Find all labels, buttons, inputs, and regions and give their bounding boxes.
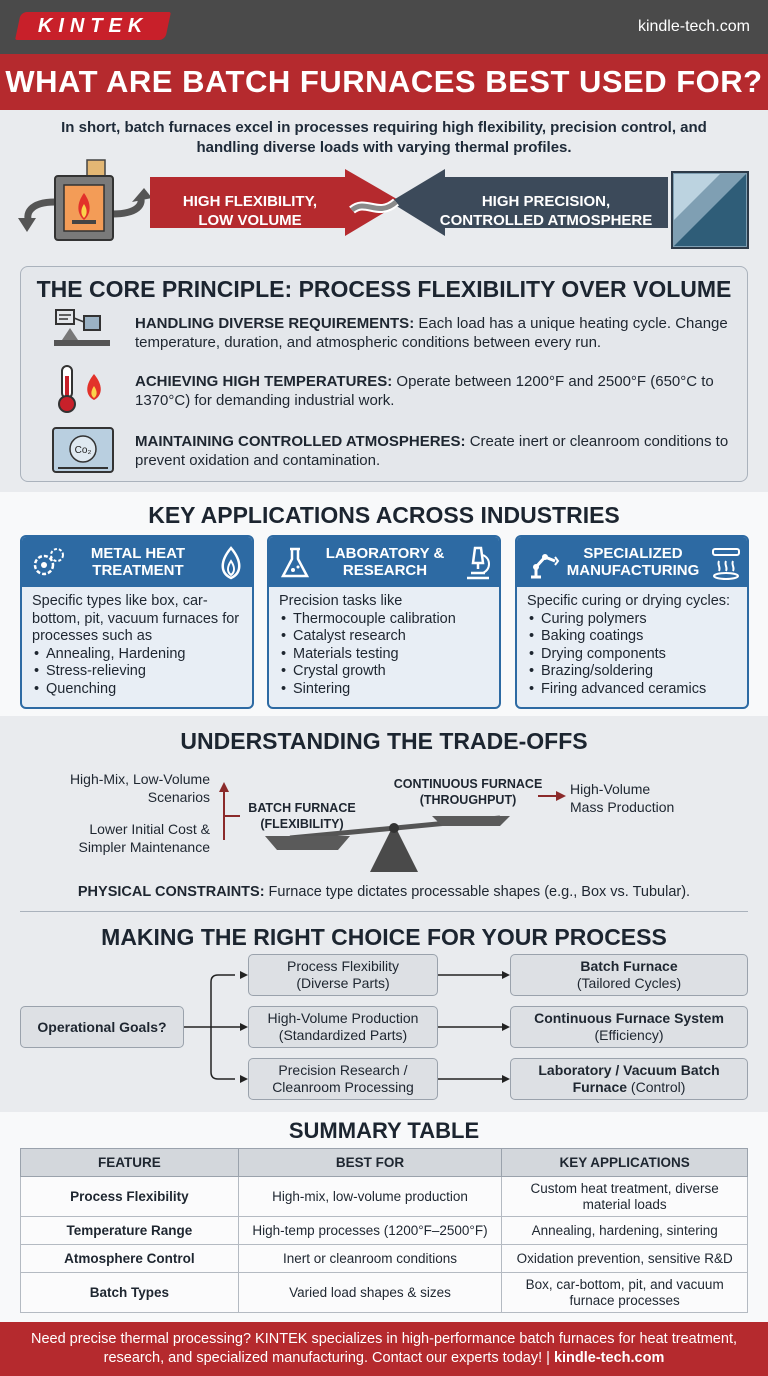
label-line: CONTINUOUS FURNACE: [393, 777, 543, 791]
core-row-diverse: [135, 314, 735, 352]
decision-result-continuous: [510, 1006, 748, 1048]
list-item: • Thermocouple calibration: [279, 611, 489, 629]
intro-text: In short, batch furnaces excel in processes requiring high flexibility, precision control, and handling diverse loads with varying thermal profiles.: [61, 119, 707, 156]
decision-result-laboratory: [510, 1058, 748, 1100]
card-title: METAL HEAT TREATMENT: [90, 545, 186, 579]
hero-right-label: [430, 192, 662, 230]
table-row: [21, 1217, 748, 1245]
up-arrow-icon: [219, 782, 229, 792]
table-cell: Atmosphere Control: [21, 1245, 239, 1273]
heater-icon: [709, 545, 743, 581]
core-row-heading: ACHIEVING HIGH TEMPERATURES:: [135, 373, 393, 390]
list-item: • Stress-relieving: [32, 663, 242, 681]
card-header: [22, 537, 252, 587]
label-line: High-Volume: [570, 781, 651, 797]
box-line: (Control): [627, 1079, 686, 1095]
box-line: Batch Furnace: [580, 958, 678, 974]
footer-link[interactable]: kindle-tech.com: [553, 1350, 665, 1366]
physical-constraints: [0, 884, 768, 900]
card-title: SPECIALIZED MANUFACTURING: [566, 545, 700, 579]
list-item: • Quenching: [32, 681, 242, 699]
card-intro: Specific curing or drying cycles:: [527, 593, 731, 609]
card-laboratory-research: [267, 535, 501, 709]
hero-left-line2: LOW VOLUME: [198, 212, 302, 229]
column-header: BEST FOR: [238, 1149, 502, 1177]
label-line: Mass Production: [570, 799, 675, 815]
table-cell: Oxidation prevention, sensitive R&D: [502, 1245, 748, 1273]
box-line: Continuous Furnace System: [534, 1010, 724, 1026]
table-cell: Box, car-bottom, pit, and vacuum furnace processes: [502, 1273, 748, 1313]
label-line: High-Mix, Low-Volume: [69, 771, 210, 787]
list-item: • Brazing/soldering: [527, 663, 737, 681]
table-cell: High-mix, low-volume production: [238, 1177, 502, 1217]
core-row-heading: HANDLING DIVERSE REQUIREMENTS:: [135, 315, 415, 332]
summary-table: [20, 1148, 748, 1313]
core-icons: [50, 306, 120, 476]
table-cell: High-temp processes (1200°F–2500°F): [238, 1217, 502, 1245]
balance-scale-graphic: [210, 776, 570, 880]
table-cell: Inert or cleanroom conditions: [238, 1245, 502, 1273]
divider: [20, 911, 748, 912]
footer-text: Need precise thermal processing? KINTEK specializes in high-performance batch furnaces for heat treatment, research, and specialized manufacturing. Contact our experts today! |: [30, 1331, 737, 1366]
summary-title: SUMMARY TABLE: [288, 1118, 480, 1143]
box-line: Laboratory / Vacuum Batch: [538, 1062, 720, 1078]
card-header: [517, 537, 747, 587]
key-applications-title: KEY APPLICATIONS ACROSS INDUSTRIES: [148, 502, 620, 528]
list-item: • Crystal growth: [279, 663, 489, 681]
flask-icon: [277, 545, 313, 581]
list-item: • Drying components: [527, 646, 737, 664]
card-intro: Precision tasks like: [279, 593, 403, 609]
hero-right-line2: CONTROLLED ATMOSPHERE: [439, 212, 653, 229]
box-line: (Tailored Cycles): [576, 975, 682, 991]
list-item: • Firing advanced ceramics: [527, 681, 737, 699]
list-item: • Baking coatings: [527, 628, 737, 646]
box-line: (Diverse Parts): [296, 975, 390, 991]
label-line: Scenarios: [147, 789, 210, 805]
label-high-volume: [570, 780, 750, 816]
core-row-temperature: [135, 372, 735, 410]
box-line: (Standardized Parts): [278, 1027, 408, 1043]
right-arrow-icon: [556, 791, 566, 801]
flame-icon: [214, 545, 248, 581]
table-cell: Process Flexibility: [21, 1177, 239, 1217]
label-line: Lower Initial Cost &: [89, 821, 210, 837]
list-item: • Curing polymers: [527, 611, 737, 629]
card-metal-heat-treatment: [20, 535, 254, 709]
box-line: High-Volume Production: [267, 1010, 419, 1026]
kintek-logo[interactable]: [15, 12, 171, 40]
card-intro: Specific types like box, car-bottom, pit, vacuum furnaces for processes such as: [32, 593, 240, 644]
list-item: • Sintering: [279, 681, 489, 699]
hero-right-line1: HIGH PRECISION,: [481, 193, 611, 210]
box-line: Cleanroom Processing: [272, 1079, 414, 1095]
tradeoffs-title: UNDERSTANDING THE TRADE-OFFS: [180, 728, 588, 754]
gears-icon: [30, 545, 66, 581]
column-header: KEY APPLICATIONS: [502, 1149, 748, 1177]
list-item: • Catalyst research: [279, 628, 489, 646]
box-line: (Efficiency): [594, 1027, 664, 1043]
list-item: • Materials testing: [279, 646, 489, 664]
decision-option-flexibility: [248, 954, 438, 996]
card-specialized-manufacturing: [515, 535, 749, 709]
label-line: (THROUGHPUT): [419, 793, 517, 807]
card-title: LABORATORY & RESEARCH: [325, 545, 445, 579]
co2-icon-label: Co₂: [74, 445, 92, 456]
label-line: BATCH FURNACE: [248, 801, 356, 815]
thermometer-icon: [59, 366, 101, 412]
label-lower-cost: [20, 820, 210, 856]
page-title: WHAT ARE BATCH FURNACES BEST USED FOR?: [5, 64, 763, 99]
constraint-text: Furnace type dictates processable shapes (e.g., Box vs. Tubular).: [264, 884, 691, 900]
column-header: FEATURE: [21, 1149, 239, 1177]
constraint-heading: PHYSICAL CONSTRAINTS:: [77, 884, 265, 900]
decision-option-high-volume: [248, 1006, 438, 1048]
site-link[interactable]: kindle-tech.com: [637, 18, 750, 35]
box-line: Process Flexibility: [286, 958, 400, 974]
box-line: Furnace: [572, 1079, 628, 1095]
box-line: Precision Research /: [278, 1062, 408, 1078]
hero-left-label: [170, 192, 330, 230]
robot-arm-icon: [525, 545, 561, 581]
title-banner: [0, 54, 768, 110]
core-row-text: Each load has a unique heating cycle. Change temperature, duration, and atmospheric conditions between every run.: [135, 315, 728, 351]
choice-title: MAKING THE RIGHT CHOICE FOR YOUR PROCESS: [101, 924, 667, 950]
table-cell: Varied load shapes & sizes: [238, 1273, 502, 1313]
decision-result-batch: [510, 954, 748, 996]
core-row-heading: MAINTAINING CONTROLLED ATMOSPHERES:: [135, 433, 466, 450]
decision-root: Operational Goals?: [20, 1006, 184, 1048]
list-item: • Annealing, Hardening: [32, 646, 242, 664]
diagram-icon: [54, 310, 110, 346]
table-row: [21, 1177, 748, 1217]
table-cell: Temperature Range: [21, 1217, 239, 1245]
table-cell: Batch Types: [21, 1273, 239, 1313]
microscope-icon: [461, 545, 495, 581]
label-line: (FLEXIBILITY): [260, 817, 344, 831]
label-high-mix: [20, 770, 210, 806]
table-header-row: [21, 1149, 748, 1177]
core-row-atmosphere: [135, 432, 735, 470]
hero-left-line1: HIGH FLEXIBILITY,: [182, 193, 318, 210]
table-row: [21, 1245, 748, 1273]
decision-option-precision: [248, 1058, 438, 1100]
core-row-text: Create inert or cleanroom conditions to prevent oxidation and contamination.: [135, 433, 729, 469]
core-row-text: Operate between 1200°F and 2500°F (650°C to 1370°C) for demanding industrial work.: [135, 373, 714, 409]
label-line: Simpler Maintenance: [78, 839, 210, 855]
footer-banner: [0, 1322, 768, 1376]
table-cell: Annealing, hardening, sintering: [502, 1217, 748, 1245]
core-principle-title: THE CORE PRINCIPLE: PROCESS FLEXIBILITY OVER VOLUME: [36, 276, 732, 302]
table-row: [21, 1273, 748, 1313]
chamber-icon: [53, 428, 113, 472]
table-cell: Custom heat treatment, diverse material loads: [502, 1177, 748, 1217]
card-header: [269, 537, 499, 587]
logo-text: KINTEK: [37, 14, 149, 37]
